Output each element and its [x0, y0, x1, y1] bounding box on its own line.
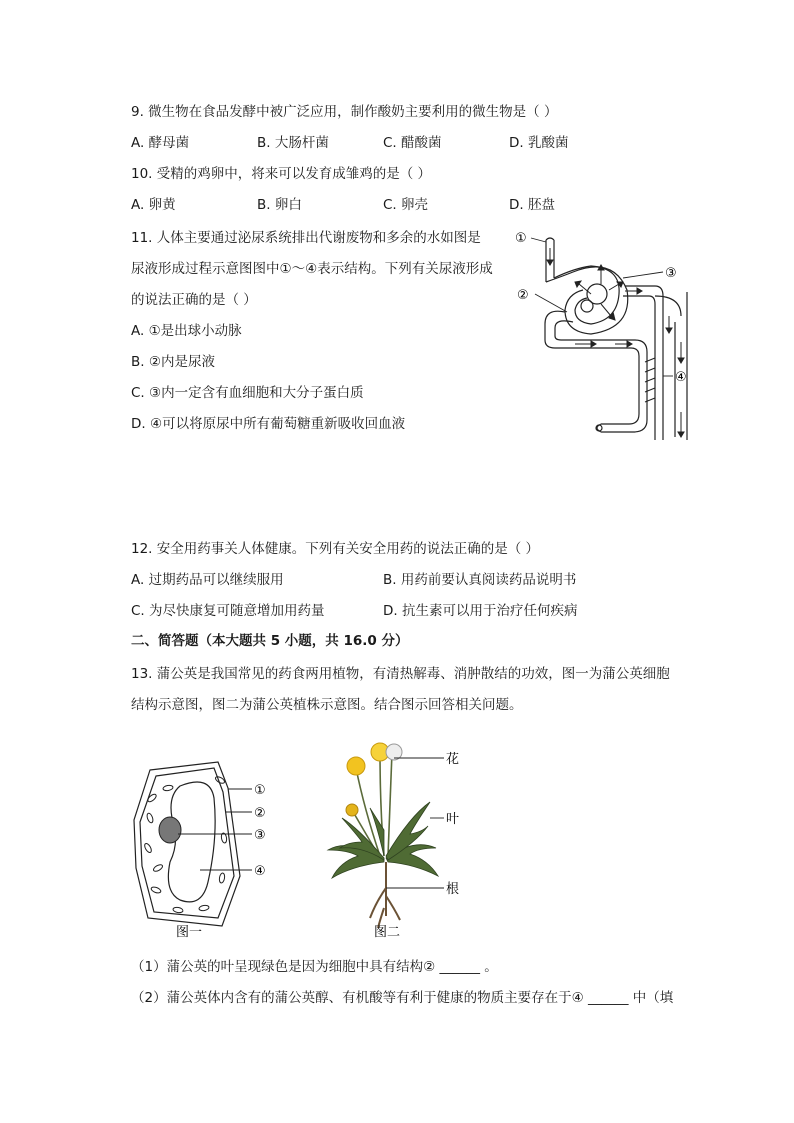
- q11-option-d: D. ④可以将原尿中所有葡萄糖重新吸收回血液: [131, 416, 406, 432]
- fig2-caption: 图二: [374, 925, 401, 940]
- q12-option-c: C. 为尽快康复可随意增加用药量: [131, 603, 325, 619]
- q12-stem: 12. 安全用药事关人体健康。下列有关安全用药的说法正确的是（ ）: [131, 541, 540, 557]
- q13-sub1: （1）蒲公英的叶呈现绿色是因为细胞中具有结构② ______ 。: [131, 959, 498, 975]
- q11-stem-line3: 的说法正确的是（ ）: [131, 292, 257, 308]
- nephron-label-3: ③: [665, 266, 677, 281]
- plant-label-flower: 花: [446, 752, 460, 767]
- q10-stem: 10. 受精的鸡卵中，将来可以发育成雏鸡的是（ ）: [131, 166, 432, 182]
- q9-option-b: B. 大肠杆菌: [257, 135, 329, 151]
- plant-cell-diagram: [128, 758, 278, 943]
- cell-label-3: ③: [254, 828, 266, 843]
- plant-label-root: 根: [446, 882, 460, 897]
- q11-option-b: B. ②内是尿液: [131, 354, 215, 370]
- q12-option-d: D. 抗生素可以用于治疗任何疾病: [383, 603, 578, 619]
- q11-stem-line1: 11. 人体主要通过泌尿系统排出代谢废物和多余的水如图是: [131, 230, 481, 246]
- q11-option-c: C. ③内一定含有血细胞和大分子蛋白质: [131, 385, 364, 401]
- dandelion-diagram: [318, 738, 478, 943]
- nephron-label-4: ④: [675, 370, 687, 385]
- q13-stem-line2: 结构示意图，图二为蒲公英植株示意图。结合图示回答相关问题。: [131, 697, 523, 713]
- q10-option-d: D. 胚盘: [509, 197, 555, 213]
- q13-stem-line1: 13. 蒲公英是我国常见的药食两用植物，有清热解毒、消肿散结的功效，图一为蒲公英细胞: [131, 666, 670, 682]
- q12-option-b: B. 用药前要认真阅读药品说明书: [383, 572, 577, 588]
- q10-option-a: A. 卵黄: [131, 197, 176, 213]
- cell-label-1: ①: [254, 783, 266, 798]
- q9-stem: 9. 微生物在食品发酵中被广泛应用，制作酸奶主要利用的微生物是（ ）: [131, 104, 558, 120]
- nephron-label-1: ①: [515, 232, 527, 246]
- cell-label-2: ②: [254, 806, 266, 821]
- q10-option-b: B. 卵白: [257, 197, 302, 213]
- q9-option-a: A. 酵母菌: [131, 135, 190, 151]
- q10-option-c: C. 卵壳: [383, 197, 429, 213]
- nephron-label-2: ②: [517, 288, 529, 303]
- section-title: 二、简答题（本大题共 5 小题，共 16.0 分）: [131, 633, 409, 649]
- cell-label-4: ④: [254, 864, 266, 879]
- q9-option-c: C. 醋酸菌: [383, 135, 442, 151]
- q11-stem-line2: 尿液形成过程示意图图中①～④表示结构。下列有关尿液形成: [131, 261, 493, 277]
- plant-label-leaf: 叶: [446, 812, 460, 827]
- fig1-caption: 图一: [176, 925, 203, 940]
- q13-sub2: （2）蒲公英体内含有的蒲公英醇、有机酸等有利于健康的物质主要存在于④ ______ 中（填: [131, 990, 674, 1006]
- q12-option-a: A. 过期药品可以继续服用: [131, 572, 284, 588]
- nephron-diagram: [505, 232, 705, 447]
- q11-option-a: A. ①是出球小动脉: [131, 323, 242, 339]
- q9-option-d: D. 乳酸菌: [509, 135, 569, 151]
